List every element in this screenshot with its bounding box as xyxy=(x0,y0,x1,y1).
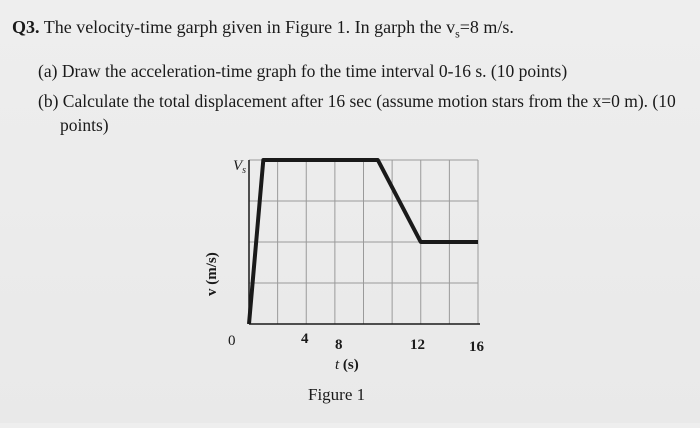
x-tick-16: 16 xyxy=(469,339,484,355)
question-text-after: =8 m/s. xyxy=(459,17,514,37)
question-subscript: s xyxy=(455,26,460,41)
x-axis-label: t (s) xyxy=(335,357,359,373)
question-text-before: The velocity-time garph given in Figure 1. In garph the v xyxy=(43,17,456,37)
x-tick-12: 12 xyxy=(410,337,425,353)
part-a-text: Draw the acceleration-time graph fo the time interval 0-16 s. (10 points) xyxy=(61,61,568,81)
y-axis-label: v (m/s) xyxy=(204,252,220,296)
part-a-label: (a) xyxy=(38,61,58,81)
x-tick-8: 8 xyxy=(335,337,343,353)
x-tick-0: 0 xyxy=(228,333,236,349)
part-b-text: Calculate the total displacement after 16 sec (assume motion stars from the x=0 m). (10 xyxy=(62,91,676,111)
part-b-continuation: points) xyxy=(60,115,109,135)
figure-caption: Figure 1 xyxy=(308,385,366,404)
part-b-label: (b) xyxy=(38,91,59,111)
question-number: Q3. xyxy=(12,17,40,37)
vs-label: $V_s$ xyxy=(233,158,247,176)
x-tick-4: 4 xyxy=(301,331,309,347)
